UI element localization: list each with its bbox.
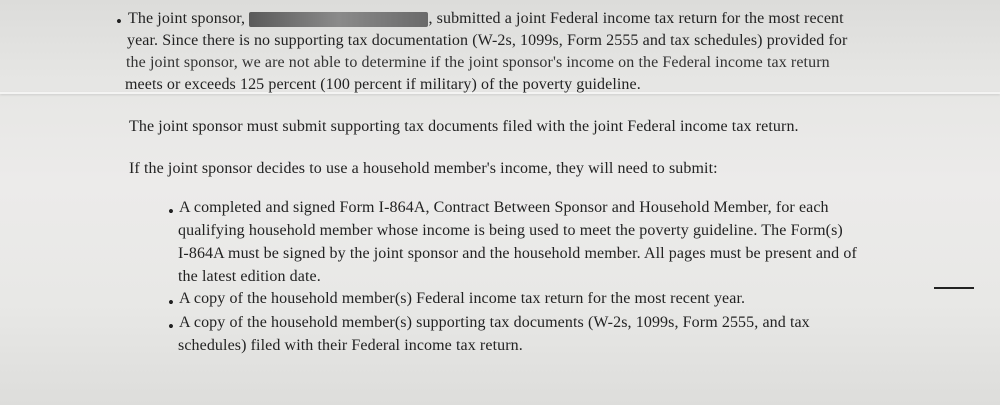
margin-dash-mark bbox=[934, 287, 974, 289]
sub-bullet-2-line-1: A copy of the household member(s) Federal income tax return for the most recent year. bbox=[179, 290, 746, 307]
sub-bullet-3-line-1: A copy of the household member(s) supporting tax documents (W-2s, 1099s, Form 2555, and tax bbox=[179, 314, 810, 331]
paragraph1-line2: year. Since there is no supporting tax documentation (W-2s, 1099s, Form 2555 and tax schedules) provided for bbox=[127, 32, 848, 49]
sub-bullet-1-line-3: I-864A must be signed by the joint sponsor and the household member. All pages must be present and of bbox=[178, 245, 857, 262]
sub-bullet-point-2: • bbox=[168, 293, 174, 312]
sub-bullet-1-line-1: A completed and signed Form I-864A, Contract Between Sponsor and Household Member, for each bbox=[179, 199, 829, 216]
paragraph1-line1-suffix: , submitted a joint Federal income tax return for the most recent bbox=[428, 10, 844, 27]
bullet-point: • bbox=[116, 12, 122, 31]
sub-bullet-3-line-2: schedules) filed with their Federal income tax return. bbox=[178, 337, 523, 354]
sub-bullet-1-line-4: the latest edition date. bbox=[178, 268, 321, 285]
paragraph1-line1-prefix: The joint sponsor, bbox=[128, 10, 250, 27]
paragraph1-line4: meets or exceeds 125 percent (100 percent if military) of the poverty guideline. bbox=[125, 76, 641, 93]
paragraph1-line1 bbox=[128, 10, 844, 28]
sub-bullet-point-1: • bbox=[168, 202, 174, 221]
paragraph2: The joint sponsor must submit supporting tax documents filed with the joint Federal income tax return. bbox=[129, 118, 799, 135]
sub-bullet-point-3: • bbox=[168, 317, 174, 336]
paragraph3: If the joint sponsor decides to use a household member's income, they will need to submit: bbox=[129, 160, 718, 177]
redacted-name bbox=[249, 12, 428, 27]
sub-bullet-1-line-2: qualifying household member whose income is being used to meet the poverty guideline. The Form(s) bbox=[178, 222, 843, 239]
paragraph1-line3: the joint sponsor, we are not able to determine if the joint sponsor's income on the Federal income tax return bbox=[126, 54, 830, 71]
